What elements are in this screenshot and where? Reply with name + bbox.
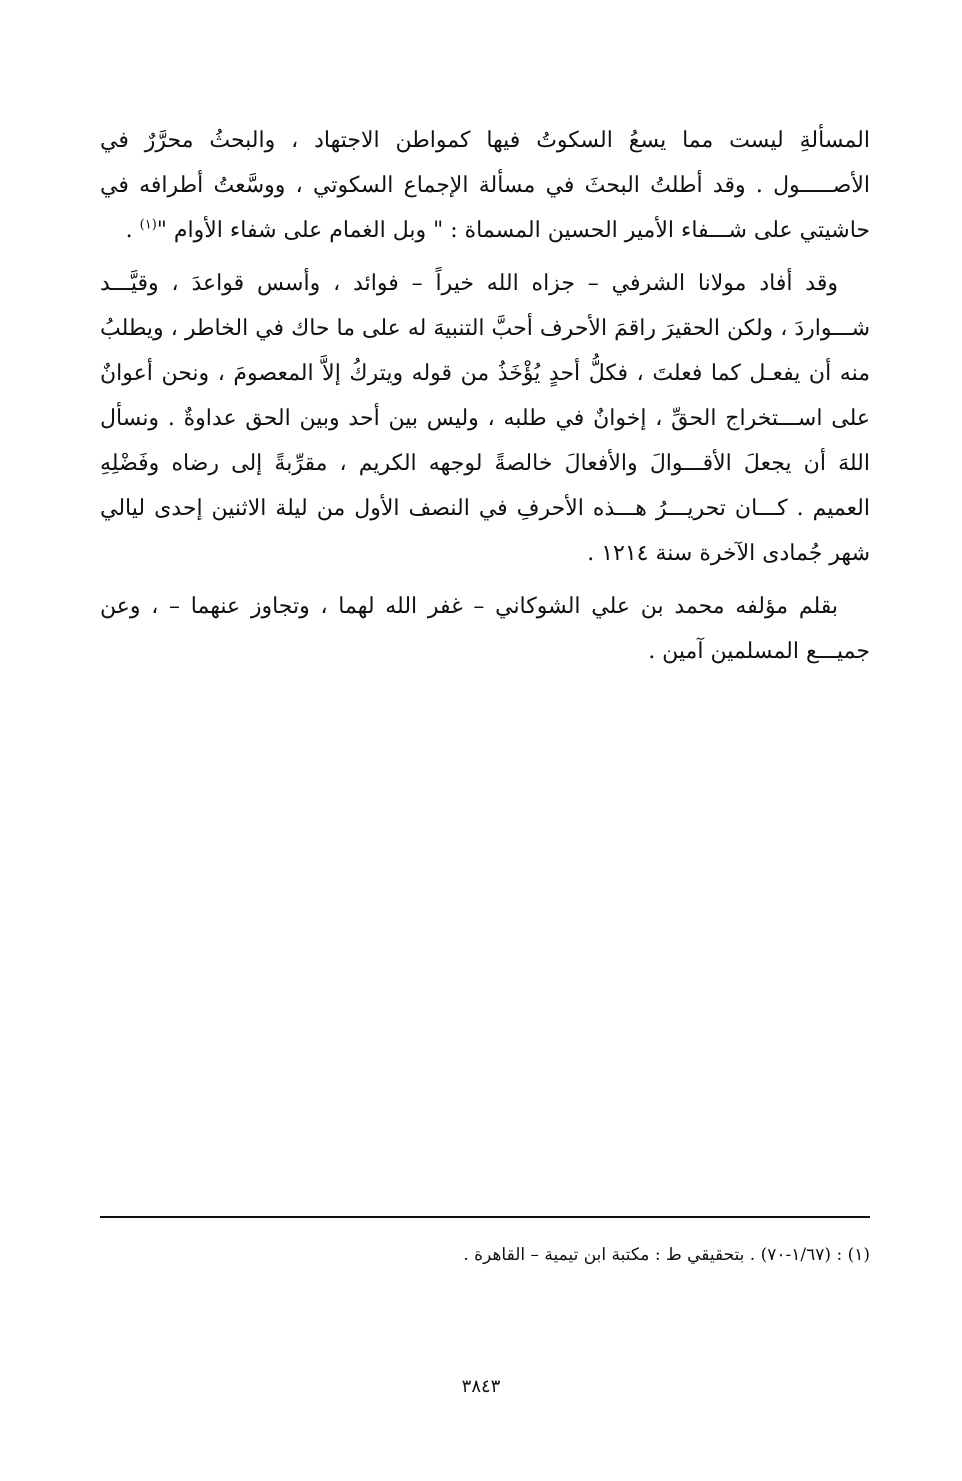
footnote: (١) : (١/٦٧-٧٠) . بتحقيقي ط : مكتبة ابن تيمية – القاهرة . <box>463 1245 870 1265</box>
paragraph-1-end: . <box>125 218 140 243</box>
paragraph-1 <box>100 118 870 253</box>
page-number: ٣٨٤٣ <box>461 1376 501 1397</box>
paragraph-1-text: المسألةِ ليست مما يسعُ السكوتُ فيها كمواطن الاجتهاد ، والبحثُ محرَّرٌ في الأصـــــول . وقد أطلتُ البحثَ في مسألة الإجماع السكوتي ، ووسَّعتُ أطرافه في حاشيتي على شـــفاء الأمير الحسين المسماة : " وبل الغمام على شفاء الأوام " <box>100 128 870 243</box>
paragraph-2: وقد أفاد مولانا الشرفي – جزاه الله خيراً – فوائد ، وأسس قواعدَ ، وقيَّـــد شـــواردَ ، ولكن الحقيرَ راقمَ الأحرف أحبَّ التنبيهَ له على ما حاك في الخاطر ، ويطلبُ منه أن يفعـل كما فعلتَ ، فكلُّ أحدٍ يُؤْخَذُ من قوله ويتركُ إلاَّ المعصومَ ، ونحن أعوانٌ على اســـتخراج الحقِّ ، إخوانٌ في طلبه ، وليس بين أحد وبين الحق عداوةٌ . ونسأل اللهَ أن يجعلَ الأقـــوالَ والأفعالَ خالصةً لوجهه الكريم ، مقرِّبةً إلى رضاه وفَضْلِهِ العميم . كـــان تحريـــرُ هـــذه الأحرفِ في النصف الأول من ليلة الاثنين إحدى ليالي شهر جُمادى الآخرة سنة ١٢١٤ . <box>100 271 870 566</box>
footnote-reference: (١) <box>139 217 157 233</box>
paragraph-3: بقلم مؤلفه محمد بن علي الشوكاني – غفر الله لهما ، وتجاوز عنهما – ، وعن جميـــع المسلمين آمين . <box>100 594 870 664</box>
main-text <box>100 118 870 674</box>
footnote-separator <box>100 1216 870 1218</box>
